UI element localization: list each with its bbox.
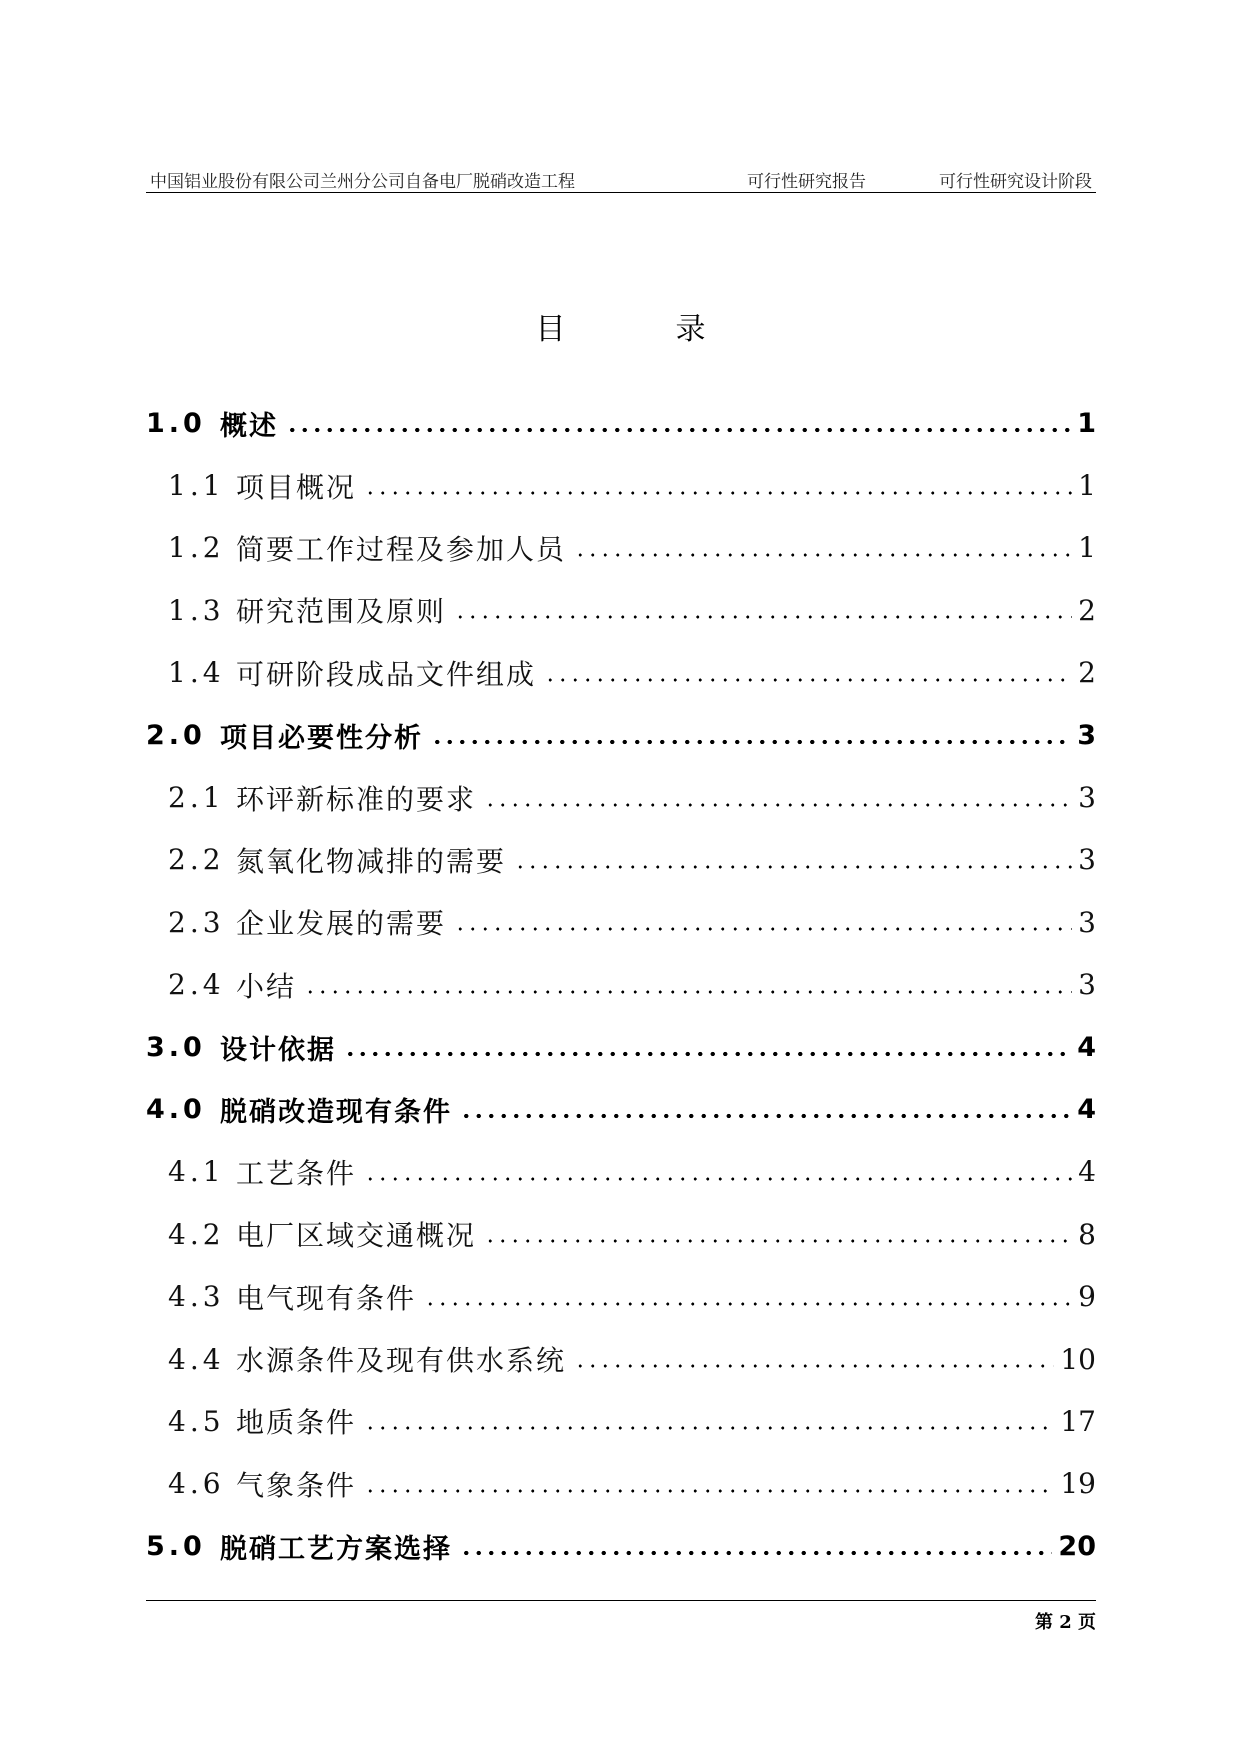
toc-entry-number: 2.2 [168, 843, 225, 877]
toc-dot-leader [460, 1550, 1052, 1556]
toc-entry-number: 4.0 [146, 1093, 206, 1125]
toc-section-entry[interactable] [146, 829, 1096, 891]
toc-section-entry[interactable] [146, 766, 1096, 828]
toc-entry-number: 4.2 [168, 1217, 225, 1251]
header-rule [146, 192, 1096, 193]
toc-entry-number: 2.1 [168, 781, 225, 815]
toc-entry-number: 1.1 [168, 469, 225, 503]
toc-section-entry[interactable] [146, 1265, 1096, 1327]
toc-title-char-1: 目 [535, 312, 566, 347]
toc-section-entry[interactable] [146, 642, 1096, 704]
toc-entry-page: 3 [1078, 968, 1096, 1002]
toc-entry-title: 项目概况 [236, 470, 357, 504]
toc-dot-leader [574, 552, 1072, 558]
toc-entry-page: 17 [1060, 1404, 1096, 1438]
toc-entry-page: 10 [1060, 1342, 1096, 1376]
toc-entry-number: 4.5 [168, 1404, 225, 1438]
toc-entry-number: 2.0 [146, 719, 206, 751]
toc-entry-page: 1 [1077, 407, 1096, 439]
toc-entry-title: 环评新标准的要求 [236, 782, 477, 816]
toc-entry-title: 水源条件及现有供水系统 [236, 1344, 567, 1378]
toc-dot-leader [454, 926, 1072, 932]
toc-entry-title: 氮氧化物减排的需要 [236, 844, 507, 878]
page-number: 第 2 页 [1034, 1612, 1096, 1633]
toc-section-entry[interactable] [146, 1453, 1096, 1515]
toc-entry-title: 脱硝改造现有条件 [220, 1096, 452, 1128]
toc-entry-title: 工艺条件 [236, 1156, 357, 1190]
toc-entry-title: 项目必要性分析 [220, 722, 423, 754]
toc-chapter-entry[interactable] [146, 704, 1096, 766]
toc-title [0, 304, 1241, 348]
toc-dot-leader [364, 1176, 1072, 1182]
toc-section-entry[interactable] [146, 1390, 1096, 1452]
header-stage: 可行性研究设计阶段 [939, 172, 1092, 192]
toc-entry-page: 4 [1077, 1031, 1096, 1063]
toc-entry-page: 20 [1058, 1530, 1096, 1562]
toc-entry-page: 2 [1078, 593, 1096, 627]
toc-dot-leader [364, 1425, 1054, 1431]
toc-section-entry[interactable] [146, 579, 1096, 641]
toc-section-entry[interactable] [146, 891, 1096, 953]
toc-dot-leader [364, 490, 1072, 496]
toc-entry-number: 2.3 [168, 905, 225, 939]
toc-entry-page: 8 [1078, 1217, 1096, 1251]
page-header [146, 164, 1096, 194]
toc-chapter-entry[interactable] [146, 1515, 1096, 1577]
toc-entry-title: 电气现有条件 [236, 1281, 417, 1315]
toc-entry-number: 5.0 [146, 1530, 206, 1562]
toc-entry-title: 可研阶段成品文件组成 [236, 657, 537, 691]
toc-entry-page: 4 [1077, 1093, 1096, 1125]
toc-entry-page: 4 [1078, 1155, 1096, 1189]
toc-dot-leader [574, 1363, 1054, 1369]
toc-entry-number: 1.0 [146, 407, 206, 439]
toc-dot-leader [424, 1301, 1072, 1307]
toc-entry-number: 1.3 [168, 593, 225, 627]
toc-section-entry[interactable] [146, 454, 1096, 516]
toc-entry-title: 研究范围及原则 [236, 595, 447, 629]
toc-entry-page: 3 [1078, 905, 1096, 939]
toc-chapter-entry[interactable] [146, 1016, 1096, 1078]
toc-entry-title: 电厂区域交通概况 [236, 1219, 477, 1253]
toc-entry-number: 3.0 [146, 1031, 206, 1063]
toc-section-entry[interactable] [146, 517, 1096, 579]
toc-entry-page: 1 [1078, 469, 1096, 503]
header-report-type: 可行性研究报告 [747, 172, 866, 192]
toc-entry-title: 气象条件 [236, 1468, 357, 1502]
toc-entry-page: 1 [1078, 531, 1096, 565]
toc-title-char-2: 录 [675, 312, 706, 347]
footer-rule [146, 1600, 1096, 1601]
toc-entry-title: 企业发展的需要 [236, 907, 447, 941]
toc-dot-leader [514, 864, 1072, 870]
toc-section-entry[interactable] [146, 954, 1096, 1016]
toc-section-entry[interactable] [146, 1328, 1096, 1390]
toc-entry-number: 1.2 [168, 531, 225, 565]
toc-entry-title: 地质条件 [236, 1406, 357, 1440]
toc-entry-number: 2.4 [168, 968, 225, 1002]
toc-entry-page: 3 [1077, 719, 1096, 751]
toc-entry-title: 设计依据 [220, 1034, 336, 1066]
toc-entry-number: 4.4 [168, 1342, 225, 1376]
toc-entry-page: 2 [1078, 656, 1096, 690]
toc-dot-leader [304, 989, 1072, 995]
toc-entry-title: 脱硝工艺方案选择 [220, 1533, 452, 1565]
table-of-contents [146, 392, 1096, 1577]
toc-dot-leader [344, 1051, 1071, 1057]
toc-dot-leader [364, 1488, 1054, 1494]
toc-entry-title: 小结 [236, 969, 297, 1003]
toc-entry-page: 3 [1078, 843, 1096, 877]
toc-dot-leader [454, 614, 1072, 620]
toc-chapter-entry[interactable] [146, 392, 1096, 454]
header-project-name: 中国铝业股份有限公司兰州分公司自备电厂脱硝改造工程 [150, 172, 575, 192]
toc-dot-leader [286, 427, 1071, 433]
toc-dot-leader [484, 1238, 1072, 1244]
toc-dot-leader [544, 677, 1072, 683]
toc-section-entry[interactable] [146, 1141, 1096, 1203]
toc-entry-number: 4.6 [168, 1467, 225, 1501]
toc-entry-page: 3 [1078, 781, 1096, 815]
toc-entry-number: 1.4 [168, 656, 225, 690]
toc-entry-title: 概述 [220, 410, 278, 442]
toc-section-entry[interactable] [146, 1203, 1096, 1265]
toc-dot-leader [431, 739, 1071, 745]
toc-dot-leader [460, 1113, 1071, 1119]
toc-entry-number: 4.1 [168, 1155, 225, 1189]
toc-entry-number: 4.3 [168, 1280, 225, 1314]
toc-dot-leader [484, 802, 1072, 808]
toc-entry-title: 简要工作过程及参加人员 [236, 532, 567, 566]
toc-entry-page: 9 [1078, 1280, 1096, 1314]
toc-entry-page: 19 [1060, 1467, 1096, 1501]
toc-chapter-entry[interactable] [146, 1078, 1096, 1140]
